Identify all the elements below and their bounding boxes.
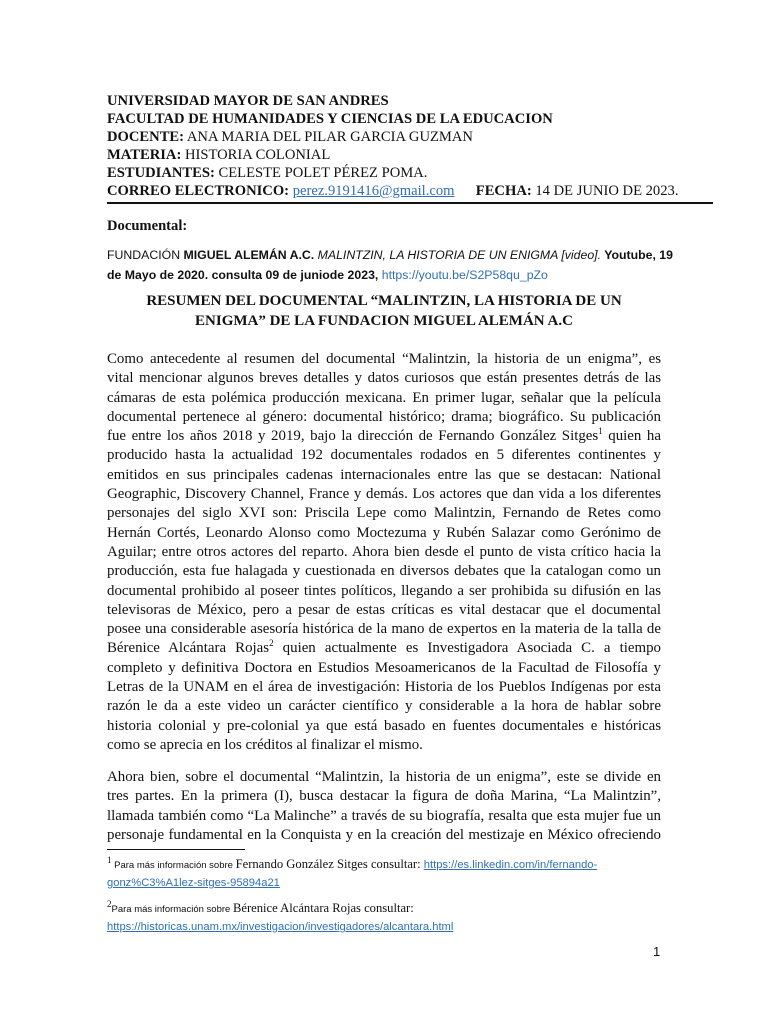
text-line: personaje fundamental en la Conquista y en la creación del mestizaje en México ofreciendo bbox=[107, 826, 661, 843]
footnote-1: $^1$ Para más información sobre Fernando González Sitges consultar: https://es.linkedin.com/in/fernando- bbox=[107, 854, 598, 871]
text-line: Hernán Cortés, Leonardo Alonso como Moctezuma y Rubén Salazar como Gerónimo de bbox=[107, 524, 661, 541]
text-line: documental prohibido al poseer tintes políticos, llegando a ser prohibida su difusión en las bbox=[107, 582, 661, 599]
text-line: completo y definitiva Doctora en Estudios Mesoamericanos de la Facultad de Filosofía y bbox=[107, 659, 661, 676]
text-line: como se aprecia en los créditos al finalizar el mismo. bbox=[107, 736, 423, 753]
documental-label: Documental: bbox=[107, 218, 188, 234]
text-line: Bérenice Alcántara Rojas$^2$ quien actualmente es Investigadora Asociada C. a tiempo bbox=[107, 638, 661, 657]
text-line: documental pertenece al género: documental histórico; drama; biográfico. Su publicación bbox=[107, 408, 661, 425]
estudiantes-line: ESTUDIANTES: CELESTE POLET PÉREZ POMA. bbox=[107, 165, 428, 181]
document-title: RESUMEN DEL DOCUMENTAL “MALINTZIN, LA HISTORIA DE UN ENIGMA” DE LA FUNDACION MIGUEL ALEMÁN A.C bbox=[146, 293, 622, 329]
text-line: cámaras de esta polémica producción mexicana. En primer lugar, señalar que la película bbox=[107, 389, 661, 406]
documental-reference: FUNDACIÓN MIGUEL ALEMÁN A.C. MALINTZIN, LA HISTORIA DE UN ENIGMA [video]. Youtube, 19 bbox=[107, 248, 673, 262]
linkedin-link[interactable]: https://es.linkedin.com/in/fernando- bbox=[423, 859, 598, 871]
text-line: Aguilar; entre otros actores del reparto. Ahora bien desde el punto de vista crítico hacia la bbox=[107, 543, 661, 560]
text-line: producción, esta fue halagada y cuestionada en diversos debates que la catalogan como un bbox=[107, 563, 661, 580]
linkedin-link-continued[interactable]: gonz%C3%A1lez-sitges-95894a21 bbox=[107, 877, 280, 889]
text-line: producido hasta la actualidad 192 documentales rodados en 5 diferentes continentes y bbox=[107, 447, 661, 464]
footnote-ref-1[interactable]: 1 bbox=[598, 426, 603, 437]
text-line: vital mencionar algunos breves detalles y datos curiosos que están presentes detrás de las bbox=[107, 370, 661, 387]
text-line: Ahora bien, sobre el documental “Malintzin, la historia de un enigma”, este se divide en bbox=[107, 769, 661, 785]
materia-line: MATERIA: HISTORIA COLONIAL bbox=[107, 147, 331, 163]
footnote-1-continued bbox=[107, 873, 280, 892]
text-line: tres partes. En la primera (I), busca destacar la figura de doña Marina, “La Malintzin”, bbox=[107, 788, 661, 805]
paragraph-2 bbox=[107, 768, 661, 845]
footnote-ref-2[interactable]: 2 bbox=[269, 638, 274, 649]
correo-fecha-line: CORREO ELECTRONICO: perez.9191416@gmail.com FECHA: 14 DE JUNIO DE 2023. bbox=[107, 183, 679, 199]
footnote-2: $^2$Para más información sobre Bérenice Alcántara Rojas consultar: bbox=[107, 898, 414, 915]
text-line: posee una considerable asesoría histórica de la mano de expertos en la materia de la talla de bbox=[107, 621, 661, 638]
faculty-name: FACULTAD DE HUMANIDADES Y CIENCIAS DE LA EDUCACION bbox=[107, 111, 553, 127]
docente-line: DOCENTE: ANA MARIA DEL PILAR GARCIA GUZMAN bbox=[107, 129, 473, 145]
footnote-2-link-line bbox=[107, 917, 453, 936]
youtube-link[interactable]: https://youtu.be/S2P58qu_pZo bbox=[381, 268, 548, 282]
text-line: Geographic, Discovery Channel, France y demás. Los actores que dan vida a los diferentes bbox=[107, 486, 661, 503]
text-line: Letras de la UNAM en el área de investigación: Historia de los Pueblos Indígenas por esta bbox=[107, 679, 661, 696]
text-line: fue entre los años 2018 y 2019, bajo la dirección de Fernando González Sitges$^1$ quien ha bbox=[107, 426, 661, 445]
footnote-divider bbox=[107, 849, 245, 850]
text-line: personajes del siglo XVI son: Priscila Lepe como Malintzin, Fernando de Retes como bbox=[107, 505, 661, 522]
text-line: televisoras de México, pero a pesar de estas críticas es vital destacar que el documental bbox=[107, 601, 661, 618]
text-line: emitidos en sus principales cadenas internacionales entre las que se destacan: National bbox=[107, 466, 661, 483]
university-name: UNIVERSIDAD MAYOR DE SAN ANDRES bbox=[107, 93, 389, 109]
text-line: llamada también como “La Malinche” a través de su biografía, resalta que esta mujer fue un bbox=[107, 807, 661, 824]
unam-link[interactable]: https://historicas.unam.mx/investigacion/investigadores/alcantara.html bbox=[107, 921, 454, 933]
email-link[interactable]: perez.9191416@gmail.com bbox=[292, 183, 455, 199]
text-line: Como antecedente al resumen del documental “Malintzin, la historia de un enigma”, es bbox=[107, 351, 661, 367]
paragraph-1 bbox=[107, 350, 661, 755]
documental-reference-line2: de Mayo de 2020. consulta 09 de juniode 2023, https://youtu.be/S2P58qu_pZo bbox=[107, 268, 548, 282]
text-line: razón le da a este video un carácter científico y considerable a la hora de hablar sobre bbox=[107, 698, 661, 715]
header-divider bbox=[107, 202, 713, 204]
text-line: historia colonial y pre-colonial ya que está basado en fuentes documentales e históricas bbox=[107, 717, 661, 734]
page-number: 1 bbox=[653, 944, 661, 959]
